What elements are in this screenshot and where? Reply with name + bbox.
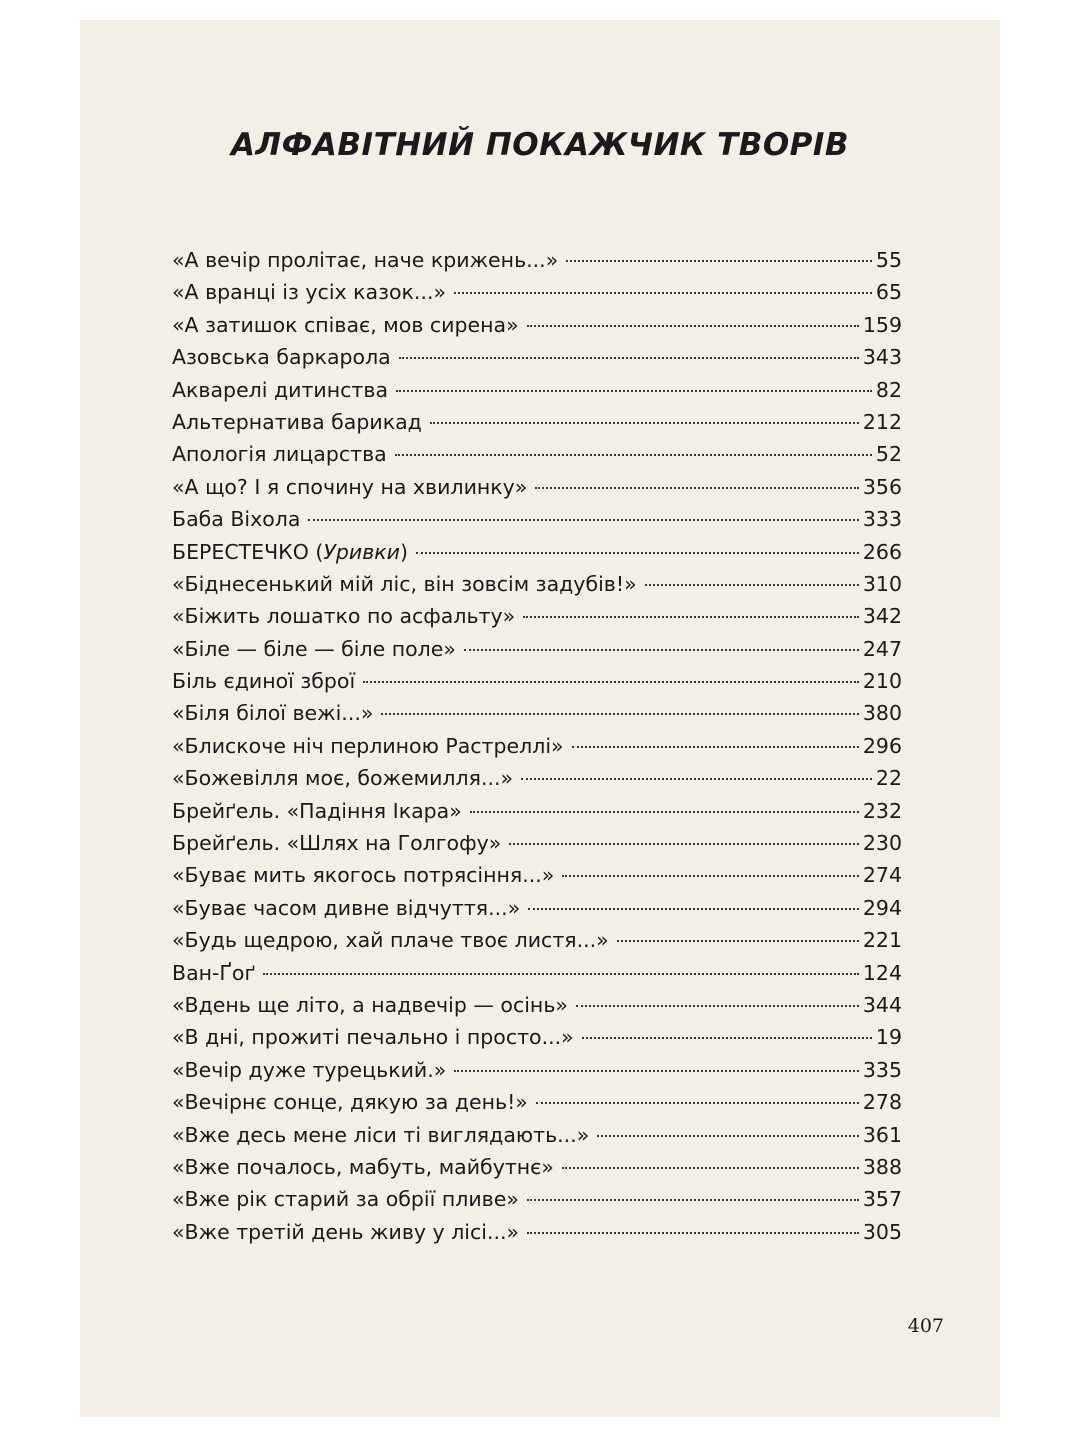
toc-entry-title: БЕРЕСТЕЧКО (Уривки) bbox=[172, 539, 409, 564]
toc-entry-page: 274 bbox=[862, 863, 902, 888]
dot-leader bbox=[416, 552, 859, 554]
toc-entry bbox=[172, 244, 902, 276]
toc-entry bbox=[172, 406, 902, 438]
toc-entry-title: Акварелі дитинства bbox=[172, 377, 389, 402]
toc-entry bbox=[172, 730, 902, 762]
toc-entry-title: «Вечір дуже турецький.» bbox=[172, 1057, 447, 1082]
dot-leader bbox=[535, 487, 859, 489]
dot-leader bbox=[597, 1135, 859, 1137]
toc-entry-page: 19 bbox=[875, 1025, 902, 1050]
book-page bbox=[80, 20, 1000, 1417]
toc-entry-page: 310 bbox=[862, 571, 902, 596]
toc-entry bbox=[172, 568, 902, 600]
dot-leader bbox=[308, 519, 858, 521]
toc-entry-title: «Вже третій день живу у лісі...» bbox=[172, 1219, 520, 1244]
toc-entry-page: 388 bbox=[862, 1154, 902, 1179]
toc-entry-title: «А затишок співає, мов сирена» bbox=[172, 312, 519, 337]
toc-entry-page: 380 bbox=[862, 701, 902, 726]
toc-entry bbox=[172, 503, 902, 535]
toc-entry-page: 335 bbox=[862, 1057, 902, 1082]
toc-entry bbox=[172, 341, 902, 373]
toc-entry bbox=[172, 1183, 902, 1215]
toc-entry bbox=[172, 924, 902, 956]
toc-entry-page: 356 bbox=[862, 474, 902, 499]
toc-entry bbox=[172, 633, 902, 665]
toc-entry-title: «А що? І я спочину на хвилинку» bbox=[172, 474, 528, 499]
toc-entry-title: «В дні, прожиті печально і просто...» bbox=[172, 1025, 574, 1050]
dot-leader bbox=[528, 908, 859, 910]
toc-entry-page: 82 bbox=[875, 377, 902, 402]
toc-entry-page: 305 bbox=[862, 1219, 902, 1244]
toc-entry bbox=[172, 1021, 902, 1053]
toc-entry-title: «Буває часом дивне відчуття...» bbox=[172, 895, 521, 920]
dot-leader bbox=[523, 616, 859, 618]
toc-entry bbox=[172, 827, 902, 859]
toc-entry bbox=[172, 1086, 902, 1118]
toc-entry bbox=[172, 600, 902, 632]
toc-entry-page: 212 bbox=[862, 409, 902, 434]
toc-entry-title: «Блискоче ніч перлиною Растреллі» bbox=[172, 733, 564, 758]
toc-entry-page: 361 bbox=[862, 1122, 902, 1147]
toc-entry-title: Баба Віхола bbox=[172, 507, 301, 532]
dot-leader bbox=[527, 325, 859, 327]
toc-entry-title: Альтернатива барикад bbox=[172, 409, 422, 434]
dot-leader bbox=[263, 973, 859, 975]
toc-entry-title: Азовська баркарола bbox=[172, 345, 391, 370]
toc-entry bbox=[172, 1216, 902, 1248]
toc-entry-subtitle: Уривки bbox=[323, 539, 401, 564]
toc-entry-page: 124 bbox=[862, 960, 902, 985]
toc-entry bbox=[172, 309, 902, 341]
toc-entry-title: «Будь щедрою, хай плаче твоє листя...» bbox=[172, 928, 609, 953]
toc-entry-title: «А вечір пролітає, наче крижень...» bbox=[172, 248, 559, 272]
toc-entry-page: 266 bbox=[862, 539, 902, 564]
toc-entry-title: «Буває мить якогось потрясіння...» bbox=[172, 863, 555, 888]
dot-leader bbox=[527, 1232, 859, 1234]
dot-leader bbox=[582, 1037, 872, 1039]
toc-entry bbox=[172, 665, 902, 697]
toc-entry-page: 357 bbox=[862, 1187, 902, 1212]
dot-leader bbox=[527, 1199, 859, 1201]
toc-entry-page: 343 bbox=[862, 345, 902, 370]
dot-leader bbox=[381, 713, 858, 715]
toc-entry-title: «Вдень ще літо, а надвечір — осінь» bbox=[172, 992, 568, 1017]
toc-entry-title: «Божевілля моє, божемилля...» bbox=[172, 766, 514, 791]
toc-entry-title: «Біля білої вежі...» bbox=[172, 701, 374, 726]
toc-entry-page: 333 bbox=[862, 507, 902, 532]
dot-leader bbox=[536, 1102, 859, 1104]
dot-leader bbox=[572, 746, 859, 748]
toc-entry bbox=[172, 374, 902, 406]
dot-leader bbox=[562, 1167, 859, 1169]
toc-entry-title: «Біднесенький мій ліс, він зовсім задубів!» bbox=[172, 571, 637, 596]
toc-entry-title: «Біле — біле — біле поле» bbox=[172, 636, 456, 661]
toc-entry-title: Ван-Ґоґ bbox=[172, 960, 256, 985]
dot-leader bbox=[470, 811, 859, 813]
toc-entry-page: 342 bbox=[862, 604, 902, 629]
page-title: АЛФАВІТНИЙ ПОКАЖЧИК ТВОРІВ bbox=[230, 127, 850, 163]
toc-entry-title: «А вранці із усіх казок...» bbox=[172, 280, 447, 305]
toc-entry-page: 278 bbox=[862, 1090, 902, 1115]
toc-entry-page: 52 bbox=[875, 442, 902, 467]
toc-entry bbox=[172, 795, 902, 827]
toc-entry-title: «Вечірнє сонце, дякую за день!» bbox=[172, 1090, 528, 1115]
toc-entry-page: 247 bbox=[862, 636, 902, 661]
dot-leader bbox=[566, 260, 872, 262]
dot-leader bbox=[395, 454, 872, 456]
toc-entry-page: 294 bbox=[862, 895, 902, 920]
toc-entry-page: 232 bbox=[862, 798, 902, 823]
toc-entry-page: 210 bbox=[862, 669, 902, 694]
toc-entry bbox=[172, 438, 902, 470]
toc-entry-page: 55 bbox=[875, 248, 902, 272]
dot-leader bbox=[576, 1005, 859, 1007]
toc-entry-title: «Вже рік старий за обрії пливе» bbox=[172, 1187, 519, 1212]
toc-entry-title: Брейґель. «Падіння Ікара» bbox=[172, 798, 462, 823]
toc-entry-page: 221 bbox=[862, 928, 902, 953]
dot-leader bbox=[617, 940, 859, 942]
toc-entry-page: 296 bbox=[862, 733, 902, 758]
toc-entry bbox=[172, 762, 902, 794]
toc-entry bbox=[172, 1119, 902, 1151]
dot-leader bbox=[562, 875, 859, 877]
toc-entry bbox=[172, 697, 902, 729]
dot-leader bbox=[454, 1070, 859, 1072]
toc-entry-page: 65 bbox=[875, 280, 902, 305]
toc-entry bbox=[172, 276, 902, 308]
table-of-contents bbox=[172, 244, 902, 1248]
dot-leader bbox=[363, 681, 859, 683]
dot-leader bbox=[399, 357, 859, 359]
dot-leader bbox=[464, 649, 859, 651]
toc-entry-title: «Біжить лошатко по асфальту» bbox=[172, 604, 516, 629]
dot-leader bbox=[645, 584, 859, 586]
toc-entry bbox=[172, 471, 902, 503]
toc-entry bbox=[172, 957, 902, 989]
toc-entry-page: 159 bbox=[862, 312, 902, 337]
toc-entry-title: Апологія лицарства bbox=[172, 442, 387, 467]
toc-entry-title: Біль єдиної зброї bbox=[172, 669, 356, 694]
toc-entry-title: «Вже почалось, мабуть, майбутнє» bbox=[172, 1154, 554, 1179]
toc-entry bbox=[172, 989, 902, 1021]
toc-entry bbox=[172, 536, 902, 568]
dot-leader bbox=[454, 292, 872, 294]
dot-leader bbox=[430, 422, 859, 424]
dot-leader bbox=[509, 843, 859, 845]
toc-entry bbox=[172, 1054, 902, 1086]
toc-entry bbox=[172, 859, 902, 891]
dot-leader bbox=[521, 778, 872, 780]
dot-leader bbox=[396, 390, 872, 392]
toc-entry-title: Брейґель. «Шлях на Голгофу» bbox=[172, 831, 502, 856]
toc-entry-page: 344 bbox=[862, 992, 902, 1017]
toc-entry-title: «Вже десь мене ліси ті виглядають...» bbox=[172, 1122, 590, 1147]
toc-entry bbox=[172, 1151, 902, 1183]
toc-entry bbox=[172, 892, 902, 924]
toc-entry-page: 230 bbox=[862, 831, 902, 856]
toc-entry-page: 22 bbox=[875, 766, 902, 791]
page-number: 407 bbox=[907, 1315, 944, 1337]
